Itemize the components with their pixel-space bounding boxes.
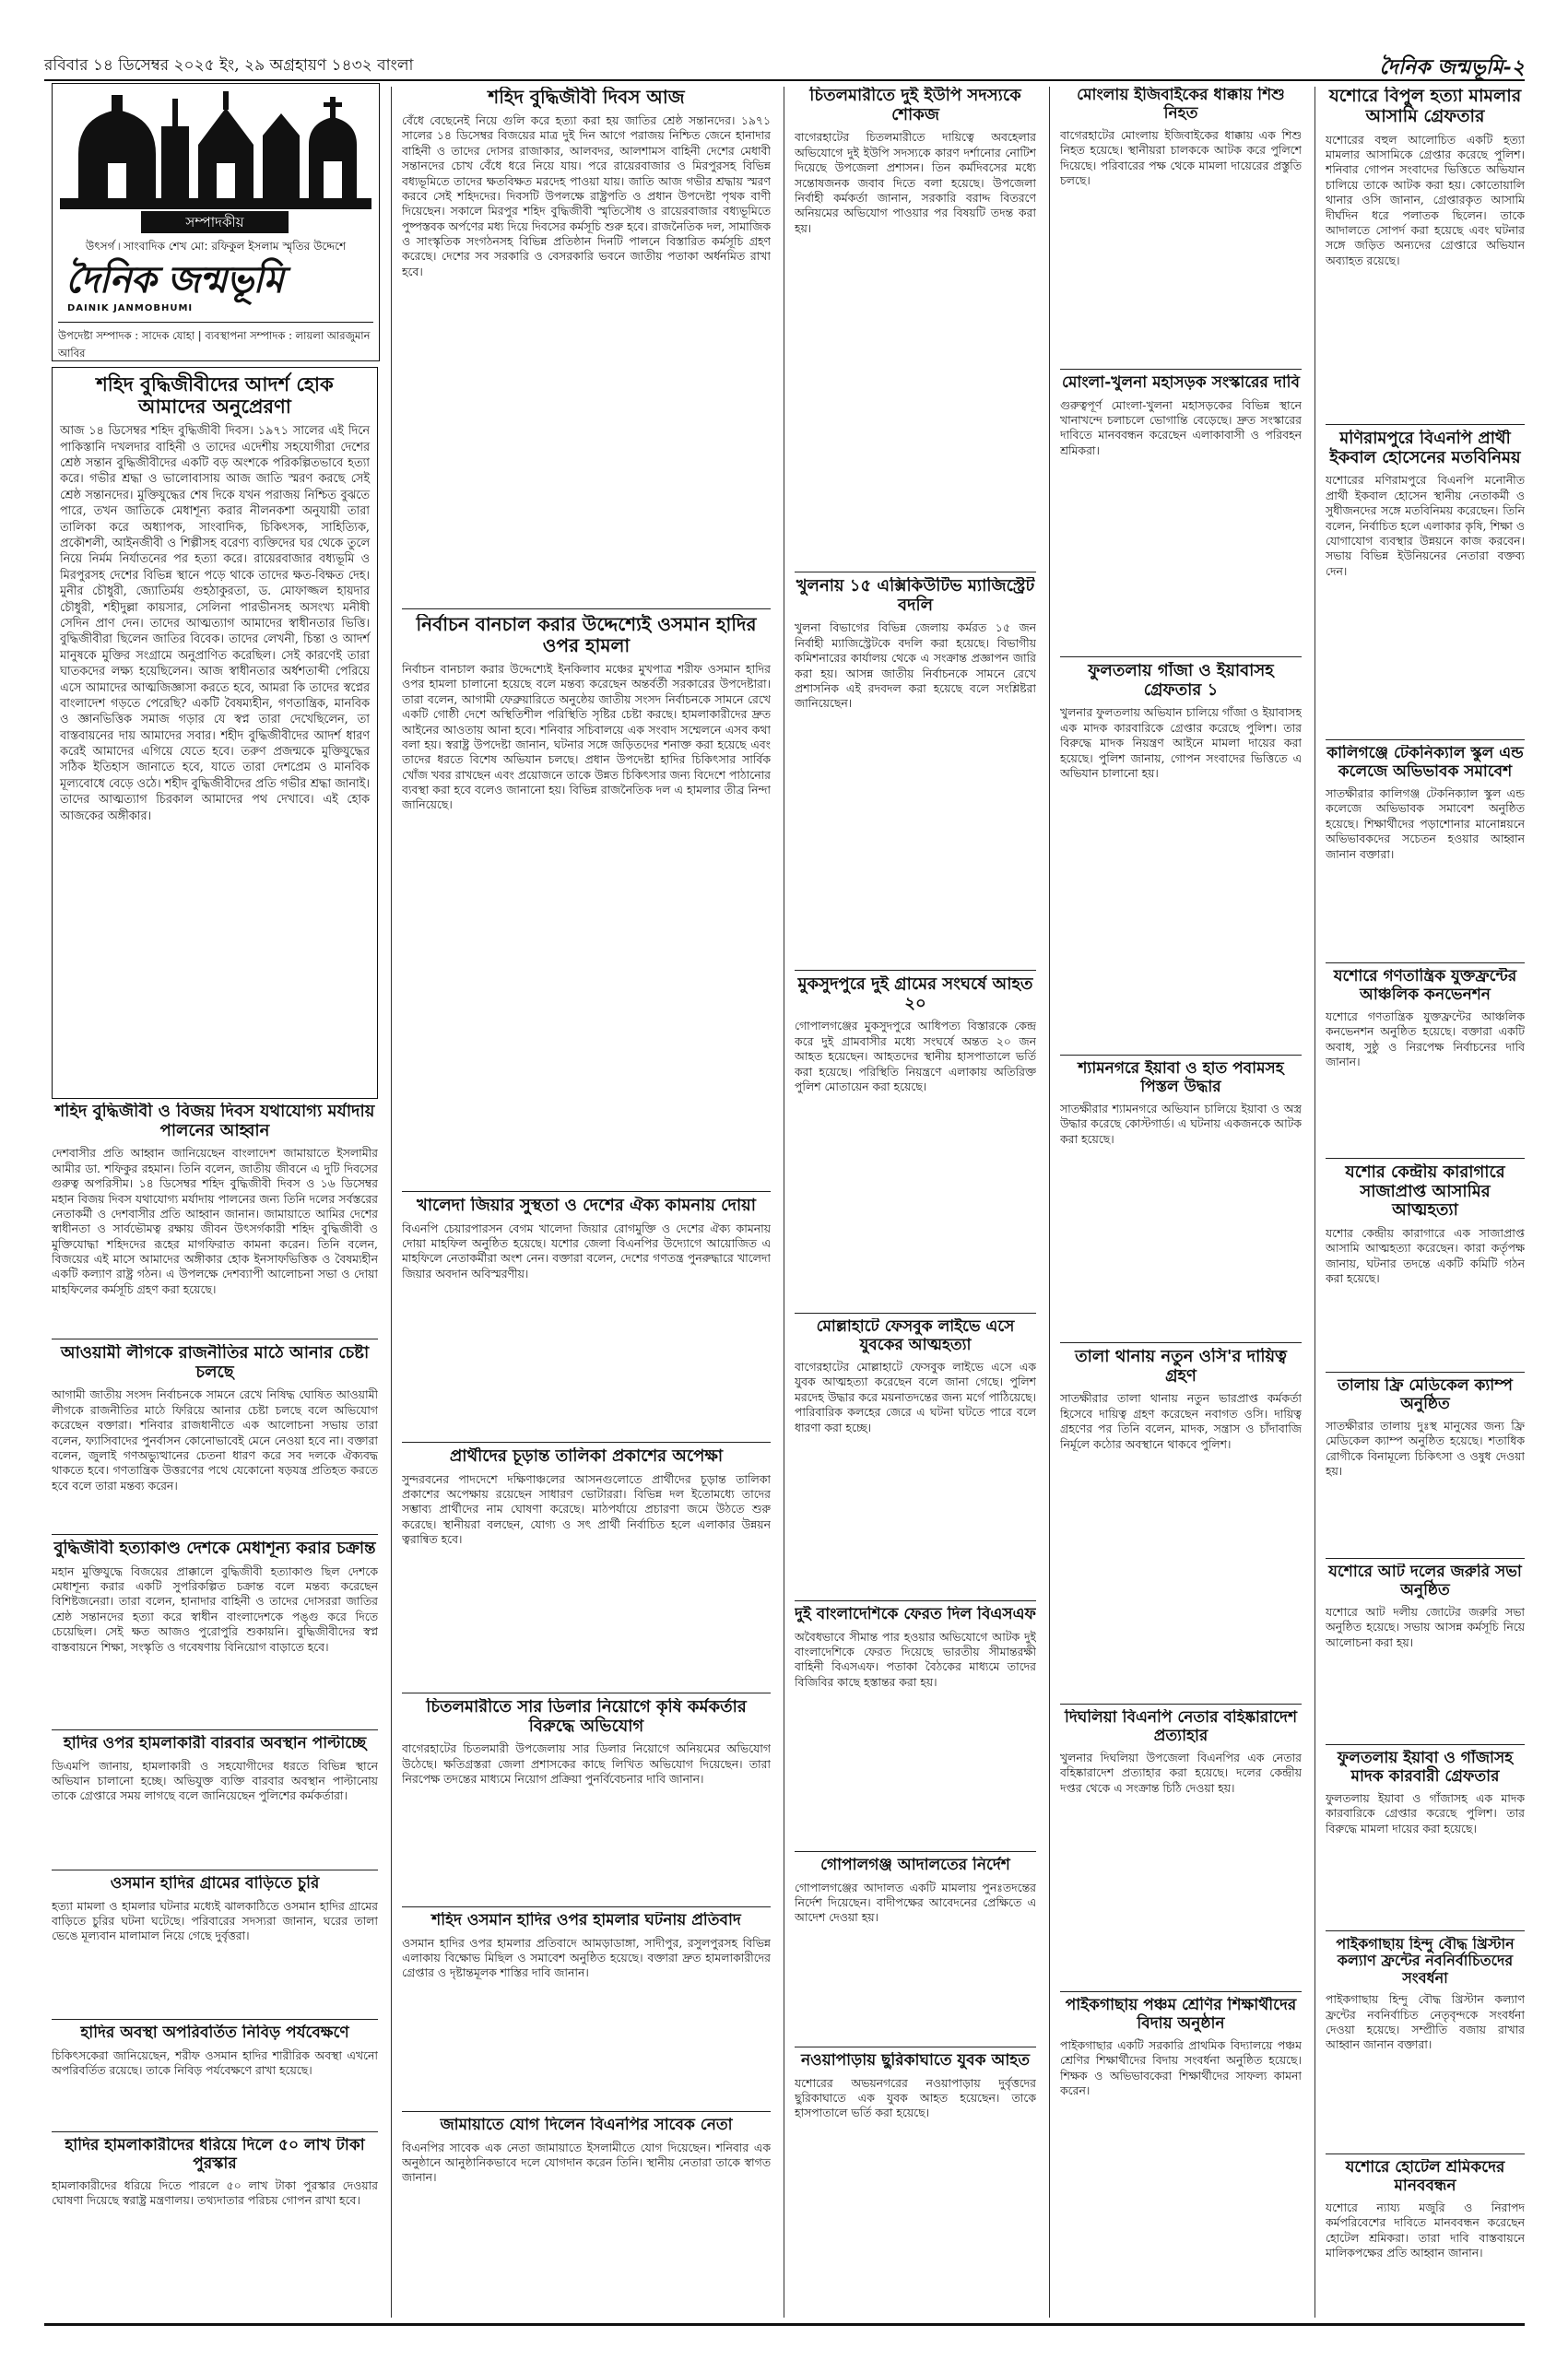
article-headline: প্রার্থীদের চূড়ান্ত তালিকা প্রকাশের অপেক্ষা	[449, 1447, 724, 1466]
article-headline: যশোরে গণতান্ত্রিক যুক্তফ্রন্টের আঞ্চলিক কনভেনশন	[1333, 968, 1517, 1004]
article-separator	[1326, 962, 1525, 963]
article-headline: খালেদা জিয়ার সুস্থতা ও দেশের ঐক্য কামনায় দোয়া	[417, 1197, 756, 1215]
article-body: বাগেরহাটের চিতলমারীতে দায়িত্বে অবহেলার অভিযোগে দুই ইউপি সদস্যকে কারণ দর্শানোর নোটিশ দিয়েছে উপজেলা প্রশাসন। তিন কর্মদিবসের মধ্যে সন্তোষজনক জবাব দিতে বলা হয়েছে। উপজেলা নির্বাহী কর্মকর্তা জানান, সরকারি বরাদ্দ বিতরণে অনিয়মের অভিযোগ পাওয়ার পর বিষয়টি তদন্ত করা হয়।	[795, 130, 1036, 235]
article-body: হামলাকারীদের ধরিয়ে দিতে পারলে ৫০ লাখ টাকা পুরস্কার দেওয়ার ঘোষণা দিয়েছে স্বরাষ্ট্র মন্ত্রণালয়। তথ্যদাতার পরিচয় গোপন রাখা হবে।	[52, 2178, 378, 2208]
article-body: গোপালগঞ্জের মুকসুদপুরে আধিপত্য বিস্তারকে কেন্দ্র করে দুই গ্রামবাসীর মধ্যে সংঘর্ষে অন্তত ২০ জন আহত হয়েছেন। আহতদের স্থানীয় হাসপাতালে ভর্তি করা হয়েছে। পরিস্থিতি নিয়ন্ত্রণে এলাকায় অতিরিক্ত পুলিশ মোতায়েন করা হয়েছে।	[795, 1019, 1036, 1093]
article-body: ডিএমপি জানায়, হামলাকারী ও সহযোগীদের ধরতে বিভিন্ন স্থানে অভিযান চালানো হচ্ছে। অভিযুক্ত ব্যক্তি বারবার অবস্থান পাল্টানোয় তাকে গ্রেপ্তারে সময় লাগছে বলে জানিয়েছেন পুলিশের কর্মকর্তারা।	[52, 1758, 378, 1803]
news-article	[1060, 1709, 1302, 1986]
article-headline: শ্যামনগরে ইয়াবা ও হাত পবামসহ পিস্তল উদ্ধার	[1078, 1060, 1284, 1096]
article-headline: যশোর কেন্দ্রীয় কারাগারে সাজাপ্রাপ্ত আসামির আত্মহত্যা	[1345, 1163, 1505, 1221]
article-separator	[1326, 1158, 1525, 1159]
editors-line: উপদেষ্টা সম্পাদক : সাদেক যোহা | ব্যবস্থাপনা সম্পাদক : লায়লা আরজুমান আবির	[58, 322, 373, 363]
column-2	[402, 87, 771, 2318]
article-separator	[1060, 656, 1302, 657]
article-body: যশোরে আট দলীয় জোটের জরুরি সভা অনুষ্ঠিত হয়েছে। সভায় আসন্ন কর্মসূচি নিয়ে আলোচনা করা হয়।	[1326, 1605, 1525, 1649]
article-body: বিএনপির সাবেক এক নেতা জামায়াতে ইসলামীতে যোগ দিয়েছেন। শনিবার এক অনুষ্ঠানে আনুষ্ঠানিকভাবে দলে যোগদান করেন তিনি। স্থানীয় নেতারা তাকে স্বাগত জানান।	[402, 2140, 771, 2185]
article-separator	[402, 2111, 771, 2112]
article-body: খুলনার দিঘলিয়া উপজেলা বিএনপির এক নেতার বহিষ্কারাদেশ প্রত্যাহার করা হয়েছে। দলের কেন্দ্রীয় দপ্তর থেকে এ সংক্রান্ত চিঠি দেওয়া হয়।	[1060, 1751, 1302, 1795]
news-article	[52, 1344, 378, 1528]
article-body: হত্যা মামলা ও হামলার ঘটনার মধ্যেই ঝালকাঠিতে ওসমান হাদির গ্রামের বাড়িতে চুরির ঘটনা ঘটেছে। পরিবারের সদস্যরা জানান, ঘরের তালা ভেঙে মূল্যবান মালামাল নিয়ে গেছে দুর্বৃত্তরা।	[52, 1898, 378, 1943]
news-article	[52, 1103, 378, 1333]
article-separator	[402, 1191, 771, 1192]
news-article	[402, 1197, 771, 1436]
article-headline: চিতলমারীতে দুই ইউপি সদস্যকে শোকজ	[809, 87, 1021, 124]
article-separator	[1326, 739, 1525, 740]
article-body: বিএনপি চেয়ারপারসন বেগম খালেদা জিয়ার রোগমুক্তি ও দেশের ঐক্য কামনায় দোয়া মাহফিল অনুষ্ঠিত হয়েছে। যশোর জেলা বিএনপির উদ্যোগে আয়োজিত এ মাহফিলে নেতাকর্মীরা অংশ নেন। বক্তারা বলেন, দেশের গণতন্ত্র পুনরুদ্ধারে খালেদা জিয়ার অবদান অবিস্মরণীয়।	[402, 1221, 771, 1280]
article-separator	[795, 970, 1036, 971]
article-headline: যশোরে আট দলের জরুরি সভা অনুষ্ঠিত	[1328, 1564, 1522, 1599]
article-body: সাতক্ষীরার তালায় দুঃস্থ মানুষের জন্য ফ্রি মেডিকেল ক্যাম্প অনুষ্ঠিত হয়েছে। শতাধিক রোগীকে বিনামূল্যে চিকিৎসা ও ওষুধ দেওয়া হয়।	[1326, 1419, 1525, 1479]
news-article	[795, 1318, 1036, 1595]
article-headline: শহিদ ওসমান হাদির ওপর হামলার ঘটনায় প্রতিবাদ	[431, 1912, 741, 1929]
news-article	[1326, 87, 1525, 419]
article-headline: তালায় ফ্রি মেডিকেল ক্যাম্প অনুষ্ঠিত	[1338, 1377, 1513, 1413]
news-article	[1060, 1348, 1302, 1698]
column-1	[52, 1103, 378, 2316]
news-article	[52, 1540, 378, 1724]
article-body: বেঁধে বেছেনেই নিয়ে গুলি করে হত্যা করা হয় জাতির শ্রেষ্ঠ সন্তানদের। ১৯৭১ সালের ১৪ ডিসেম্বর বিজয়ের মাত্র দুই দিন আগে পরাজয় নিশ্চিত জেনে হানাদার বাহিনী ও তাদের দোসর রাজাকার, আলবদর, আলশামস বাহিনী দেশের মেধাবী সন্তানদের চোখ বেঁধে ধরে নিয়ে যায়। পরে রায়েরবাজার ও মিরপুরসহ বিভিন্ন বধ্যভূমিতে তাদের ক্ষতবিক্ষত মরদেহ পাওয়া যায়। জাতি আজ গভীর শ্রদ্ধায় স্মরণ করবে সেই শহিদদের। দিবসটি উপলক্ষে রাষ্ট্রপতি ও প্রধান উপদেষ্টা পৃথক বাণী দিয়েছেন। সকালে মিরপুর শহিদ বুদ্ধিজীবী স্মৃতিসৌধ ও রায়েরবাজার বধ্যভূমিতে পুষ্পস্তবক অর্পণের মধ্য দিয়ে দিবসের কর্মসূচি শুরু হবে। রাজনৈতিক দল, সামাজিক ও সাংস্কৃতিক সংগঠনসহ বিভিন্ন প্রতিষ্ঠান দিনটি পালনে বিস্তারিত কর্মসূচি গ্রহণ করেছে। দেশের সব সরকারি ও বেসরকারি ভবনে জাতীয় পতাকা অর্ধনমিত রাখা হবে।	[402, 113, 771, 278]
article-body: দেশবাসীর প্রতি আহ্বান জানিয়েছেন বাংলাদেশ জামায়াতে ইসলামীর আমীর ডা. শফিকুর রহমান। তিনি বলেন, জাতীয় জীবনে এ দুটি দিবসের গুরুত্ব অপরিসীম। ১৪ ডিসেম্বর শহিদ বুদ্ধিজীবী দিবস ও ১৬ ডিসেম্বর মহান বিজয় দিবস যথাযোগ্য মর্যাদায় পালনের জন্য তিনি দলের সর্বস্তরের নেতাকর্মী ও দেশবাসীর প্রতি আহ্বান জানান। জামায়াতে আমির দেশের স্বাধীনতা ও সার্বভৌমত্ব রক্ষায় জীবন উৎসর্গকারী শহিদ বুদ্ধিজীবী ও মুক্তিযোদ্ধা শহিদদের রূহের মাগফিরাত কামনা করেন। তিনি বলেন, বিজয়ের এই মাসে আমাদের অঙ্গীকার হোক ইনসাফভিত্তিক ও বৈষম্যহীন একটি কল্যাণ রাষ্ট্র গঠন। এ উপলক্ষে দেশব্যাপী আলোচনা সভা ও দোয়া মাহফিলের কর্মসূচি গ্রহণ করা হয়েছে।	[52, 1146, 378, 1296]
article-separator	[402, 1442, 771, 1443]
article-headline: মণিরামপুরে বিএনপি প্রার্থী ইকবাল হোসেনের মতবিনিময়	[1329, 430, 1521, 467]
article-body: ওসমান হাদির ওপর হামলার প্রতিবাদে আমড়াডাঙ্গা, সাদীপুর, রসুলপুরসহ বিভিন্ন এলাকায় বিক্ষোভ মিছিল ও সমাবেশ অনুষ্ঠিত হয়েছে। বক্তারা দ্রুত হামলাকারীদের গ্রেপ্তার ও দৃষ্টান্তমূলক শাস্তির দাবি জানান।	[402, 1935, 771, 1980]
article-headline: মোল্লাহাটে ফেসবুক লাইভে এসে যুবকের আত্মহত্যা	[816, 1318, 1015, 1354]
article-separator	[52, 2131, 378, 2132]
article-separator	[795, 1313, 1036, 1314]
article-separator	[402, 608, 771, 609]
article-headline: জামায়াতে যোগ দিলেন বিএনপির সাবেক নেতা	[440, 2117, 733, 2134]
editorial-box	[52, 367, 378, 1099]
article-body: সাতক্ষীরার কালিগঞ্জ টেকনিক্যাল স্কুল এন্ড কলেজে অভিভাবক সমাবেশ অনুষ্ঠিত হয়েছে। শিক্ষার্থীদের পড়াশোনার মানোন্নয়নে অভিভাবকদের সচেতন হওয়ার আহ্বান জানান বক্তারা।	[1326, 786, 1525, 861]
article-headline: পাইকগাছায় পঞ্চম শ্রেণির শিক্ষার্থীদের বিদায় অনুষ্ঠান	[1065, 1997, 1297, 2033]
article-separator	[1060, 1055, 1302, 1056]
column-3	[795, 87, 1036, 2318]
news-article	[1060, 374, 1302, 651]
column-divider	[391, 87, 392, 2318]
article-body: খুলনার ফুলতলায় অভিযান চালিয়ে গাঁজা ও ইয়াবাসহ এক মাদক কারবারিকে গ্রেপ্তার করেছে পুলিশ। তার বিরুদ্ধে মাদক নিয়ন্ত্রণ আইনে মামলা দায়ের করা হয়েছে। পুলিশ জানায়, গোপন সংবাদের ভিত্তিতে এ অভিযান চালানো হয়।	[1060, 705, 1302, 780]
newspaper-logo: দৈনিক জন্মভূমি	[65, 259, 283, 301]
news-article	[1326, 1750, 1525, 1925]
news-article	[1326, 968, 1525, 1152]
article-headline: তালা থানায় নতুন ওসি'র দায়িত্ব গ্রহণ	[1075, 1348, 1287, 1386]
article-headline: কালিগঞ্জে টেকনিক্যাল স্কুল এন্ড কলেজে অভিভাবক সমাবেশ	[1326, 745, 1524, 781]
article-body: বাগেরহাটের মোংলায় ইজিবাইকের ধাক্কায় এক শিশু নিহত হয়েছে। স্থানীয়রা চালককে আটক করে পুলিশে দিয়েছে। পরিবারের পক্ষ থেকে মামলা দায়েরের প্রস্তুতি চলছে।	[1060, 128, 1302, 188]
news-article	[52, 2024, 378, 2126]
article-headline: শহিদ বুদ্ধিজীবী ও বিজয় দিবস যথাযোগ্য মর্যাদায় পালনের আহ্বান	[54, 1103, 375, 1140]
article-headline: গোপালগঞ্জ আদালতের নির্দেশ	[820, 1857, 1010, 1874]
news-article	[795, 2052, 1036, 2273]
article-body: সুন্দরবনের পাদদেশে দক্ষিণাঞ্চলের আসনগুলোতে প্রার্থীদের চূড়ান্ত তালিকা প্রকাশের অপেক্ষায় রয়েছেন সাধারণ ভোটাররা। বিভিন্ন দল ইতোমধ্যে তাদের সম্ভাব্য প্রার্থীদের নাম ঘোষণা করেছে। মাঠপর্যায়ে প্রচারণা জমে উঠতে শুরু করেছে। স্থানীয়রা বলছেন, যোগ্য ও সৎ প্রার্থী নির্বাচিত হলে এলাকার উন্নয়ন ত্বরান্বিত হবে।	[402, 1471, 771, 1547]
news-article	[1326, 1377, 1525, 1552]
article-body: মহান মুক্তিযুদ্ধে বিজয়ের প্রাক্কালে বুদ্ধিজীবী হত্যাকাণ্ড ছিল দেশকে মেধাশূন্য করার একটি সুপরিকল্পিত চক্রান্ত বলে মন্তব্য করেছেন বিশিষ্টজনেরা। তারা বলেন, হানাদার বাহিনী ও তাদের দোসররা জাতির শ্রেষ্ঠ সন্তানদের হত্যা করে স্বাধীন বাংলাদেশকে পঙ্গু করে দিতে চেয়েছিল। সেই ক্ষত আজও পুরোপুরি শুকায়নি। বুদ্ধিজীবীদের স্বপ্ন বাস্তবায়নে শিক্ষা, সংস্কৃতি ও গবেষণায় বিনিয়োগ বাড়াতে হবে।	[52, 1564, 378, 1654]
news-article	[1060, 1060, 1302, 1337]
news-article	[402, 1912, 771, 2106]
news-article	[1060, 1997, 1302, 2273]
news-article	[795, 577, 1036, 964]
news-article	[795, 975, 1036, 1307]
editorial-label: সম্পাদকীয়	[141, 211, 289, 233]
article-headline: পাইকগাছায় হিন্দু বৌদ্ধ খ্রিস্টান কল্যাণ ফ্রন্টের নবনির্বাচিতদের সংবর্ধনা	[1336, 1936, 1515, 1987]
article-body: যশোর কেন্দ্রীয় কারাগারে এক সাজাপ্রাপ্ত আসামি আত্মহত্যা করেছেন। কারা কর্তৃপক্ষ জানায়, ঘটনার তদন্তে একটি কমিটি গঠন করা হয়েছে।	[1326, 1226, 1525, 1286]
article-headline: ফুলতলায় ইয়াবা ও গাঁজাসহ মাদক কারবারী গ্রেফতার	[1337, 1750, 1514, 1786]
article-headline: মোংলায় ইজিবাইকের ধাক্কায় শিশু নিহত	[1077, 87, 1285, 123]
article-separator	[795, 1600, 1036, 1601]
date-line: রবিবার ১৪ ডিসেম্বর ২০২৫ ইং, ২৯ অগ্রহায়ণ ১৪৩২ বাংলা	[44, 56, 414, 75]
header-rule	[44, 79, 1525, 81]
news-article	[52, 1875, 378, 2013]
masthead	[52, 83, 380, 361]
article-body: গোপালগঞ্জের আদালত একটি মামলায় পুনঃতদন্তের নির্দেশ দিয়েছেন। বাদীপক্ষের আবেদনের প্রেক্ষিতে এ আদেশ দেওয়া হয়।	[795, 1880, 1036, 1925]
article-separator	[1326, 1744, 1525, 1745]
column-divider	[1049, 87, 1050, 2318]
article-body: চিকিৎসকেরা জানিয়েছেন, শরীফ ওসমান হাদির শারীরিক অবস্থা এখনো অপরিবর্তিত রয়েছে। তাকে নিবিড় পর্যবেক্ষণে রাখা হয়েছে।	[52, 2047, 378, 2077]
article-headline: বুদ্ধিজীবী হত্যাকাণ্ড দেশকে মেধাশূন্য করার চক্রান্ত	[53, 1540, 376, 1558]
article-body: যশোরে ন্যায্য মজুরি ও নিরাপদ কর্মপরিবেশের দাবিতে মানববন্ধন করেছেন হোটেল শ্রমিকরা। তারা দাবি বাস্তবায়নে মালিকপক্ষের প্রতি আহ্বান জানান।	[1326, 2201, 1525, 2260]
article-body: সাতক্ষীরার শ্যামনগরে অভিযান চালিয়ে ইয়াবা ও অস্ত্র উদ্ধার করেছে কোস্টগার্ড। এ ঘটনায় একজনকে আটক করা হয়েছে।	[1060, 1102, 1302, 1146]
article-headline: হাদির হামলাকারীদের ধরিয়ে দিলে ৫০ লাখ টাকা পুরস্কার	[65, 2137, 365, 2173]
news-article	[1326, 1564, 1525, 1739]
article-body: খুলনা বিভাগের বিভিন্ন জেলায় কর্মরত ১৫ জন নির্বাহী ম্যাজিস্ট্রেটকে বদলি করা হয়েছে। বিভাগীয় কমিশনারের কার্যালয় থেকে এ সংক্রান্ত প্রজ্ঞাপন জারি করা হয়। আসন্ন জাতীয় নির্বাচনকে সামনে রেখে প্রশাসনিক এই রদবদল করা হয়েছে বলে সংশ্লিষ্টরা জানিয়েছেন।	[795, 620, 1036, 711]
article-separator	[1060, 1704, 1302, 1705]
article-separator	[52, 1534, 378, 1535]
article-separator	[52, 2019, 378, 2020]
news-article	[795, 1857, 1036, 2041]
article-separator	[1060, 1991, 1302, 1992]
article-headline: মুকসুদপুরে দুই গ্রামের সংঘর্ষে আহত ২০	[797, 975, 1033, 1013]
article-separator	[1060, 1342, 1302, 1343]
editorial-body: আজ ১৪ ডিসেম্বর শহিদ বুদ্ধিজীবী দিবস। ১৯৭১ সালের এই দিনে পাকিস্তানি দখলদার বাহিনী ও তাদের এদেশীয় সহযোগীরা দেশের শ্রেষ্ঠ সন্তান বুদ্ধিজীবীদের একটি বড় অংশকে পরিকল্পিতভাবে হত্যা করে। গভীর শ্রদ্ধা ও ভালোবাসায় আজ জাতি স্মরণ করছে সেই শ্রেষ্ঠ সন্তানদের। মুক্তিযুদ্ধের শেষ দিকে যখন পরাজয় নিশ্চিত বুঝতে পারে, তখন জাতিকে মেধাশূন্য করার নীলনকশা অনুযায়ী তারা তালিকা করে অধ্যাপক, সাংবাদিক, চিকিৎসক, সাহিত্যিক, প্রকৌশলী, আইনজীবী ও শিল্পীসহ বরেণ্য ব্যক্তিদের ঘর থেকে তুলে নিয়ে নির্মম নির্যাতনের পর হত্যা করে। রায়েরবাজার বধ্যভূমি ও মিরপুরসহ দেশের বিভিন্ন স্থানে পড়ে থাকে তাদের ক্ষত-বিক্ষত দেহ। মুনীর চৌধুরী, জ্যোতির্ময় গুহঠাকুরতা, ড. মোফাজ্জল হায়দার চৌধুরী, শহীদুল্লা কায়সার, সেলিনা পারভীনসহ অসংখ্য মনীষী সেদিন প্রাণ দেন। তাদের আত্মত্যাগ আমাদের স্বাধীনতার ভিত্তি। বুদ্ধিজীবীরা ছিলেন জাতির বিবেক। তাদের লেখনী, চিন্তা ও আদর্শ মানুষকে মুক্তির সংগ্রামে অনুপ্রাণিত করেছিল। সেই কারণেই তারা ঘাতকদের লক্ষ্য হয়েছিলেন। আজ স্বাধীনতার অর্ধশতাব্দী পেরিয়ে এসে আমাদের আত্মজিজ্ঞাসা করতে হবে, আমরা কি তাদের স্বপ্নের বাংলাদেশ গড়তে পেরেছি? একটি বৈষম্যহীন, গণতান্ত্রিক, মানবিক ও জ্ঞানভিত্তিক সমাজ গড়ার যে স্বপ্ন তারা দেখেছিলেন, তা বাস্তবায়নের দায় আমাদের সবার। শহীদ বুদ্ধিজীবীদের আদর্শ ধারণ করেই আমাদের এগিয়ে যেতে হবে। তরুণ প্রজন্মকে মুক্তিযুদ্ধের সঠিক ইতিহাস জানাতে হবে, যাতে তারা দেশপ্রেম ও মানবিক মূল্যবোধে বেড়ে ওঠে। শহীদ বুদ্ধিজীবীদের প্রতি গভীর শ্রদ্ধা জানাই। তাদের আত্মত্যাগ চিরকাল আমাদের পথ দেখাবে। এই হোক আজকের অঙ্গীকার।	[60, 424, 370, 823]
article-body: যশোরের মণিরামপুরে বিএনপি মনোনীত প্রার্থী ইকবাল হোসেন স্থানীয় নেতাকর্মী ও সুধীজনদের সঙ্গে মতবিনিময় করেছেন। তিনি বলেন, নির্বাচিত হলে এলাকার কৃষি, শিক্ষা ও যোগাযোগ ব্যবস্থার উন্নয়নে কাজ করবেন। সভায় বিভিন্ন ইউনিয়নের নেতারা বক্তব্য দেন।	[1326, 473, 1525, 578]
article-body: যশোরের বহুল আলোচিত একটি হত্যা মামলার আসামিকে গ্রেপ্তার করেছে পুলিশ। শনিবার গোপন সংবাদের ভিত্তিতে অভিযান চালিয়ে তাকে আটক করা হয়। কোতোয়ালি থানার ওসি জানান, গ্রেপ্তারকৃত আসামি দীর্ঘদিন ধরে পলাতক ছিলেন। তাকে আদালতে সোপর্দ করা হয়েছে এবং ঘটনার সঙ্গে জড়িত অন্যদের গ্রেপ্তারে অভিযান অব্যাহত রয়েছে।	[1326, 132, 1525, 267]
article-separator	[1060, 369, 1302, 370]
page-header	[44, 52, 1525, 79]
news-article	[402, 2117, 771, 2301]
article-headline: হাদির ওপর হামলাকারী বারবার অবস্থান পাল্টাচ্ছে	[63, 1735, 367, 1752]
article-separator	[1326, 1930, 1525, 1931]
article-headline: ওসমান হাদির গ্রামের বাড়িতে চুরি	[110, 1875, 320, 1893]
article-headline: দিঘলিয়া বিএনপি নেতার বহিষ্কারাদেশ প্রত্যাহার	[1064, 1709, 1298, 1745]
article-headline: হাদির অবস্থা অপরিবর্তিত নিবিড় পর্যবেক্ষণে	[80, 2024, 349, 2042]
article-body: নির্বাচন বানচাল করার উদ্দেশ্যেই ইনকিলাব মঞ্চের মুখপাত্র শরীফ ওসমান হাদির ওপর হামলা চালানো হয়েছে বলে মন্তব্য করেছেন অন্তর্বর্তী সরকারের উপদেষ্টারা। তারা বলেন, আগামী ফেব্রুয়ারিতে অনুষ্ঠেয় জাতীয় সংসদ নির্বাচনকে সামনে রেখে একটি গোষ্ঠী দেশে অস্থিতিশীল পরিস্থিতি সৃষ্টির চেষ্টা করছে। হামলাকারীদের দ্রুত আইনের আওতায় আনা হবে। শনিবার সচিবালয়ে এক সংবাদ সম্মেলনে এসব কথা বলা হয়। স্বরাষ্ট্র উপদেষ্টা জানান, ঘটনার সঙ্গে জড়িতদের শনাক্ত করা হয়েছে এবং তাদের ধরতে বিশেষ অভিযান চলছে। প্রধান উপদেষ্টা হাদির চিকিৎসার সার্বিক খোঁজ খবর রাখছেন এবং প্রয়োজনে তাকে উন্নত চিকিৎসার জন্য বিদেশে পাঠানোর ব্যবস্থা করা হবে বলেও জানানো হয়। বিভিন্ন রাজনৈতিক দল এ হামলার তীব্র নিন্দা জানিয়েছে।	[402, 662, 771, 812]
news-article	[402, 614, 771, 1186]
article-separator	[402, 1906, 771, 1907]
article-headline: দুই বাংলাদেশিকে ফেরত দিল বিএসএফ	[795, 1606, 1036, 1623]
article-body: বাগেরহাটের চিতলমারী উপজেলায় সার ডিলার নিয়োগে অনিয়মের অভিযোগ উঠেছে। ক্ষতিগ্রস্তরা জেলা প্রশাসকের কাছে লিখিত অভিযোগ দিয়েছেন। তারা নিরপেক্ষ তদন্তের মাধ্যমে নিয়োগ প্রক্রিয়া পুনর্বিবেচনার দাবি জানান।	[402, 1741, 771, 1787]
news-article	[1326, 2159, 1525, 2318]
newspaper-logo-english: DAINIK JANMOBHUMI	[67, 303, 194, 313]
article-body: বাগেরহাটের মোল্লাহাটে ফেসবুক লাইভে এসে এক যুবক আত্মহত্যা করেছেন বলে জানা গেছে। পুলিশ মরদেহ উদ্ধার করে ময়নাতদন্তের জন্য মর্গে পাঠিয়েছে। পারিবারিক কলহের জেরে এ ঘটনা ঘটতে পারে বলে ধারণা করা হচ্ছে।	[795, 1360, 1036, 1434]
dedication-line: উৎসর্গ ৷ সাংবাদিক শেখ মো: রফিকুল ইসলাম স্মৃতির উদ্দেশে	[85, 240, 347, 253]
news-article	[52, 1735, 378, 1864]
article-headline: আওয়ামী লীগকে রাজনীতির মাঠে আনার চেষ্টা চলছে	[60, 1344, 370, 1382]
article-separator	[52, 1729, 378, 1730]
article-headline: নওয়াপাড়ায় ছুরিকাঘাতে যুবক আহত	[801, 2052, 1030, 2070]
article-body: পাইকগাছায় হিন্দু বৌদ্ধ খ্রিস্টান কল্যাণ ফ্রন্টের নবনির্বাচিত নেতৃবৃন্দকে সংবর্ধনা দেওয়া হয়েছে। সম্প্রীতি বজায় রাখার আহ্বান জানান বক্তারা।	[1326, 1992, 1525, 2052]
news-article	[1326, 745, 1525, 957]
news-article	[1326, 1936, 1525, 2148]
article-body: যশোরে গণতান্ত্রিক যুক্তফ্রন্টের আঞ্চলিক কনভেনশন অনুষ্ঠিত হয়েছে। বক্তারা একটি অবাধ, সুষ্ঠু ও নিরপেক্ষ নির্বাচনের দাবি জানান।	[1326, 1009, 1525, 1069]
news-article	[1060, 662, 1302, 1049]
news-article	[402, 1698, 771, 1901]
article-headline: যশোরে হোটেল শ্রমিকদের মানববন্ধন	[1345, 2159, 1505, 2195]
article-body: পাইকগাছার একটি সরকারি প্রাথমিক বিদ্যালয়ে পঞ্চম শ্রেণির শিক্ষার্থীদের বিদায় সংবর্ধনা অনুষ্ঠিত হয়েছে। শিক্ষক ও অভিভাবকেরা শিক্ষার্থীদের সাফল্য কামনা করেন।	[1060, 2038, 1302, 2098]
article-body: গুরুত্বপূর্ণ মোংলা-খুলনা মহাসড়কের বিভিন্ন স্থানে খানাখন্দে চলাচলে ভোগান্তি বেড়েছে। দ্রুত সংস্কারের দাবিতে মানববন্ধন করেছেন এলাকাবাসী ও পরিবহন শ্রমিকরা।	[1060, 397, 1302, 457]
article-separator	[1326, 1558, 1525, 1559]
article-headline: মোংলা-খুলনা মহাসড়ক সংস্কারের দাবি	[1062, 374, 1300, 392]
footer-rule	[44, 2323, 1525, 2326]
article-body: ফুলতলায় ইয়াবা ও গাঁজাসহ এক মাদক কারবারিকে গ্রেপ্তার করেছে পুলিশ। তার বিরুদ্ধে মামলা দায়ের করা হয়েছে।	[1326, 1791, 1525, 1835]
article-body: সাতক্ষীরার তালা থানায় নতুন ভারপ্রাপ্ত কর্মকর্তা হিসেবে দায়িত্ব গ্রহণ করেছেন নবাগত ওসি। দায়িত্ব গ্রহণের পর তিনি বলেন, মাদক, সন্ত্রাস ও চাঁদাবাজি নির্মূলে কঠোর অবস্থানে থাকবে পুলিশ।	[1060, 1391, 1302, 1451]
news-article	[1060, 87, 1302, 363]
mosque-temple-church-illustration	[60, 89, 371, 209]
article-body: আগামী জাতীয় সংসদ নির্বাচনকে সামনে রেখে নিষিদ্ধ ঘোষিত আওয়ামী লীগকে রাজনীতির মাঠে ফিরিয়ে আনার চেষ্টা চলছে বলে অভিযোগ করেছেন বক্তারা। শনিবার রাজধানীতে এক আলোচনা সভায় তারা বলেন, ফ্যাসিবাদের পুনর্বাসন কোনোভাবেই মেনে নেওয়া হবে না। বক্তারা বলেন, জুলাই গণঅভ্যুত্থানের চেতনা ধারণ করে সব দলকে ঐক্যবদ্ধ থাকতে হবে। গণতান্ত্রিক উত্তরণের পথে যেকোনো ষড়যন্ত্র প্রতিহত করতে হবে বলে তারা মন্তব্য করেন।	[52, 1387, 378, 1493]
article-headline: খুলনায় ১৫ এক্সিকিউটিভ ম্যাজিস্ট্রেট বদলি	[796, 577, 1035, 615]
article-headline: যশোরে বিপুল হত্যা মামলার আসামি গ্রেফতার	[1328, 87, 1522, 126]
editorial-headline: শহিদ বুদ্ধিজীবীদের আদর্শ হোক আমাদের অনুপ্রেরণা	[96, 373, 334, 419]
news-article	[52, 2137, 378, 2248]
news-article	[402, 1447, 771, 1687]
news-article	[1326, 430, 1525, 734]
article-headline: ফুলতলায় গাঁজা ও ইয়াবাসহ গ্রেফতার ১	[1088, 662, 1274, 700]
article-separator	[795, 1851, 1036, 1852]
article-body: যশোরের অভয়নগরের নওয়াপাড়ায় দুর্বৃত্তদের ছুরিকাঘাতে এক যুবক আহত হয়েছেন। তাকে হাসপাতালে ভর্তি করা হয়েছে।	[795, 2075, 1036, 2120]
article-separator	[1326, 424, 1525, 425]
paper-page-label: দৈনিক জন্মভূমি-২	[1379, 55, 1525, 79]
article-headline: শহিদ বুদ্ধিজীবী দিবস আজ	[488, 87, 685, 108]
news-article	[1326, 1163, 1525, 1366]
news-article	[402, 87, 771, 603]
news-article	[795, 1606, 1036, 1846]
news-article	[795, 87, 1036, 566]
article-headline: চিতলমারীতে সার ডিলার নিয়োগে কৃষি কর্মকর্তার বিরুদ্ধে অভিযোগ	[426, 1698, 747, 1736]
column-4	[1060, 87, 1302, 2318]
article-body: অবৈধভাবে সীমান্ত পার হওয়ার অভিযোগে আটক দুই বাংলাদেশিকে ফেরত দিয়েছে ভারতীয় সীমান্তরক্ষী বাহিনী বিএসএফ। পতাকা বৈঠকের মাধ্যমে তাদের বিজিবির কাছে হস্তান্তর করা হয়।	[795, 1629, 1036, 1689]
article-headline: নির্বাচন বানচাল করার উদ্দেশ্যেই ওসমান হাদির ওপর হামলা	[416, 614, 757, 656]
article-separator	[1326, 1372, 1525, 1373]
column-5	[1326, 87, 1525, 2318]
